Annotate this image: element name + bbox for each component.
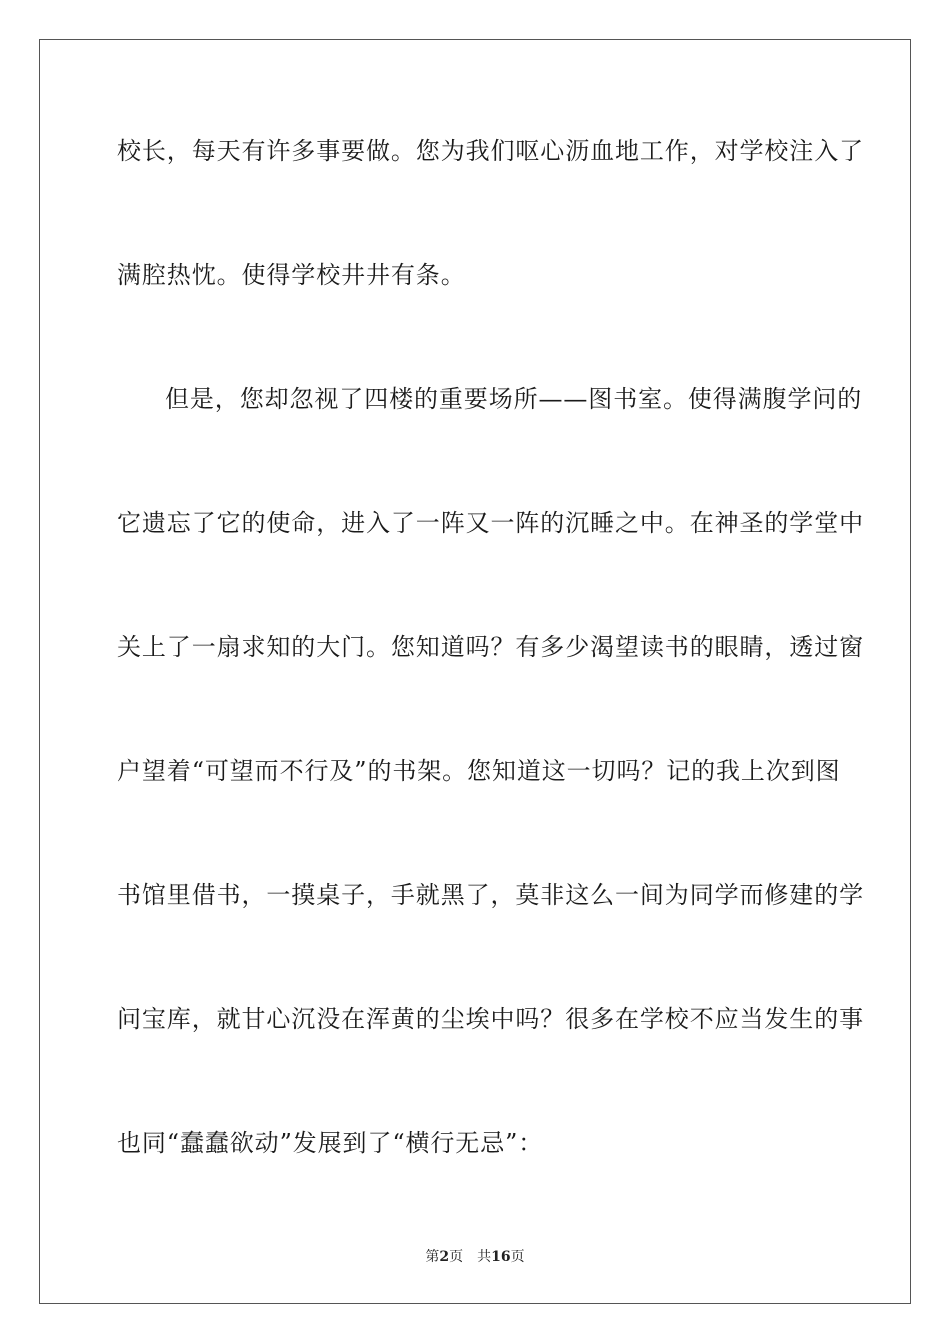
page-number: 2 [439, 1249, 450, 1265]
page-footer [0, 1248, 950, 1266]
body-line-2: 满腔热忱。使得学校井井有条。 [117, 261, 466, 289]
body-line-1: 校长，每天有许多事要做。您为我们呕心沥血地工作，对学校注入了 [117, 137, 864, 165]
body-line-5: 关上了一扇求知的大门。您知道吗？有多少渴望读书的眼睛，透过窗 [117, 633, 864, 661]
total-suffix: 页 [510, 1249, 525, 1265]
total-pages: 16 [491, 1249, 511, 1265]
body-line-3: 但是，您却忽视了四楼的重要场所——图书室。使得满腹学问的 [165, 385, 863, 413]
page-suffix: 页 [449, 1249, 464, 1265]
body-line-8: 问宝库，就甘心沉没在浑黄的尘埃中吗？很多在学校不应当发生的事 [117, 1005, 864, 1033]
body-line-9: 也同“蠢蠢欲动”发展到了“横行无忌”： [117, 1129, 544, 1157]
total-prefix: 共 [477, 1249, 492, 1265]
page-prefix: 第 [425, 1249, 440, 1265]
body-line-6: 户望着“可望而不行及”的书架。您知道这一切吗？记的我上次到图 [117, 757, 841, 785]
body-line-4: 它遗忘了它的使命，进入了一阵又一阵的沉睡之中。在神圣的学堂中 [117, 509, 864, 537]
body-line-7: 书馆里借书，一摸桌子，手就黑了，莫非这么一间为同学而修建的学 [117, 881, 864, 909]
page-border [39, 39, 911, 1304]
